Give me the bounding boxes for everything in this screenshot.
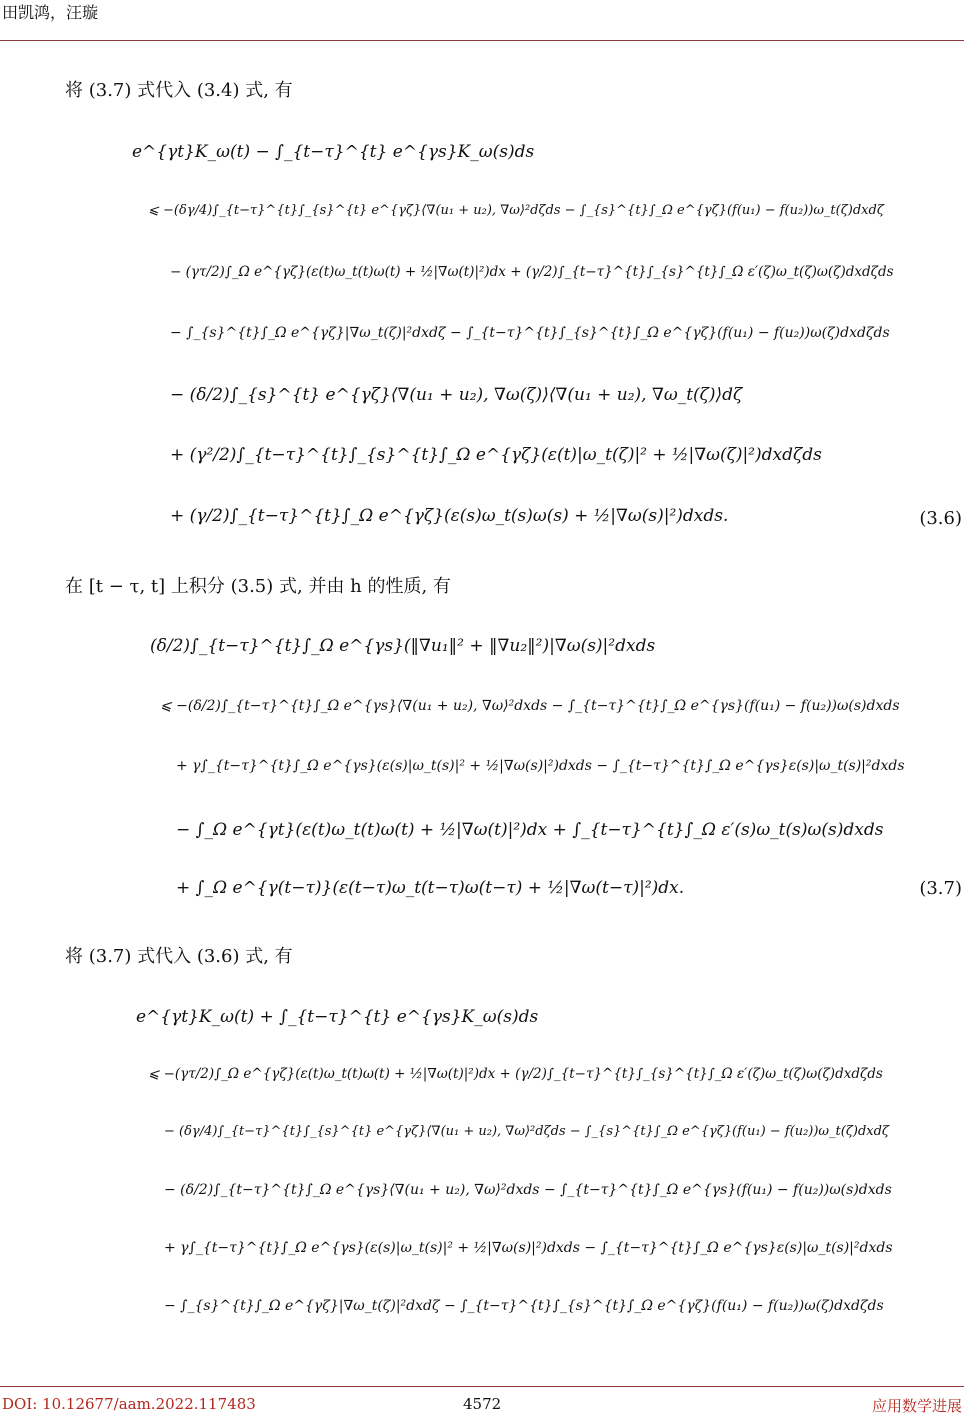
eq3-line-2: ⩽ −(γτ/2)∫_Ω e^{γζ}(ε(t)ω_t(t)ω(t) + ½|∇ω(t)|²)dx + (γ/2)∫_{t−τ}^{t}∫_{s}^{t}∫_Ω ε′(ζ)ω_t(ζ)ω(ζ)dxdζds (148, 1066, 883, 1082)
page-number: 4572 (463, 1395, 502, 1413)
eq1-line-3: − (γτ/2)∫_Ω e^{γζ}(ε(t)ω_t(t)ω(t) + ½|∇ω(t)|²)dx + (γ/2)∫_{t−τ}^{t}∫_{s}^{t}∫_Ω ε′(ζ)ω_t(ζ)ω(ζ)dxdζds (170, 264, 894, 280)
eq2-line-4: − ∫_Ω e^{γt}(ε(t)ω_t(t)ω(t) + ½|∇ω(t)|²)dx + ∫_{t−τ}^{t}∫_Ω ε′(s)ω_t(s)ω(s)dxds (176, 820, 884, 840)
paragraph-3: 将 (3.7) 式代入 (3.6) 式, 有 (65, 946, 293, 967)
eq1-line-5: − (δ/2)∫_{s}^{t} e^{γζ}⟨∇(u₁ + u₂), ∇ω(ζ)⟩⟨∇(u₁ + u₂), ∇ω_t(ζ)⟩dζ (170, 385, 743, 405)
eq1-line-1: e^{γt}K_ω(t) − ∫_{t−τ}^{t} e^{γs}K_ω(s)ds (132, 142, 535, 162)
eq3-line-3: − (δγ/4)∫_{t−τ}^{t}∫_{s}^{t} e^{γζ}⟨∇(u₁ + u₂), ∇ω⟩²dζds − ∫_{s}^{t}∫_Ω e^{γζ}(f(u₁) − f(u₂))ω_t(ζ)dxdζ (164, 1124, 889, 1139)
paragraph-2: 在 [t − τ, t] 上积分 (3.5) 式, 并由 h 的性质, 有 (65, 576, 451, 597)
eq2-line-5: + ∫_Ω e^{γ(t−τ)}(ε(t−τ)ω_t(t−τ)ω(t−τ) + ½|∇ω(t−τ)|²)dx. (176, 878, 685, 898)
doi-link[interactable]: DOI: 10.12677/aam.2022.117483 (2, 1395, 256, 1413)
eq3-line-5: + γ∫_{t−τ}^{t}∫_Ω e^{γs}(ε(s)|ω_t(s)|² + ½|∇ω(s)|²)dxds − ∫_{t−τ}^{t}∫_Ω e^{γs}ε(s)|ω_t(s)|²dxds (164, 1240, 893, 1256)
equation-number-3-7: (3.7) (919, 878, 962, 899)
paragraph-1: 将 (3.7) 式代入 (3.4) 式, 有 (65, 80, 293, 101)
journal-name: 应用数学进展 (871, 1397, 962, 1415)
eq1-line-2: ⩽ −(δγ/4)∫_{t−τ}^{t}∫_{s}^{t} e^{γζ}⟨∇(u₁ + u₂), ∇ω⟩²dζds − ∫_{s}^{t}∫_Ω e^{γζ}(f(u₁) − f(u₂))ω_t(ζ)dxdζ (148, 203, 884, 218)
eq3-line-6: − ∫_{s}^{t}∫_Ω e^{γζ}|∇ω_t(ζ)|²dxdζ − ∫_{t−τ}^{t}∫_{s}^{t}∫_Ω e^{γζ}(f(u₁) − f(u₂))ω(ζ)dxdζds (164, 1298, 884, 1314)
eq3-line-4: − (δ/2)∫_{t−τ}^{t}∫_Ω e^{γs}⟨∇(u₁ + u₂), ∇ω⟩²dxds − ∫_{t−τ}^{t}∫_Ω e^{γs}(f(u₁) − f(u₂))ω(s)dxds (164, 1182, 892, 1198)
page-footer (0, 1386, 964, 1415)
eq1-line-4: − ∫_{s}^{t}∫_Ω e^{γζ}|∇ω_t(ζ)|²dxdζ − ∫_{t−τ}^{t}∫_{s}^{t}∫_Ω e^{γζ}(f(u₁) − f(u₂))ω(ζ)dxdζds (170, 325, 890, 341)
eq2-line-2: ⩽ −(δ/2)∫_{t−τ}^{t}∫_Ω e^{γs}⟨∇(u₁ + u₂), ∇ω⟩²dxds − ∫_{t−τ}^{t}∫_Ω e^{γs}(f(u₁) − f(u₂))ω(s)dxds (160, 698, 900, 714)
eq2-line-3: + γ∫_{t−τ}^{t}∫_Ω e^{γs}(ε(s)|ω_t(s)|² + ½|∇ω(s)|²)dxds − ∫_{t−τ}^{t}∫_Ω e^{γs}ε(s)|ω_t(s)|²dxds (176, 758, 905, 774)
eq1-line-6: + (γ²/2)∫_{t−τ}^{t}∫_{s}^{t}∫_Ω e^{γζ}(ε(t)|ω_t(ζ)|² + ½|∇ω(ζ)|²)dxdζds (170, 445, 822, 465)
page-header (0, 0, 964, 41)
eq2-line-1: (δ/2)∫_{t−τ}^{t}∫_Ω e^{γs}(‖∇u₁‖² + ‖∇u₂‖²)|∇ω(s)|²dxds (150, 636, 656, 656)
eq1-line-7: + (γ/2)∫_{t−τ}^{t}∫_Ω e^{γζ}(ε(s)ω_t(s)ω(s) + ½|∇ω(s)|²)dxds. (170, 506, 729, 526)
eq3-line-1: e^{γt}K_ω(t) + ∫_{t−τ}^{t} e^{γs}K_ω(s)ds (136, 1007, 539, 1027)
header-authors: 田凯鸿，汪璇 (2, 3, 99, 22)
equation-number-3-6: (3.6) (919, 508, 962, 529)
